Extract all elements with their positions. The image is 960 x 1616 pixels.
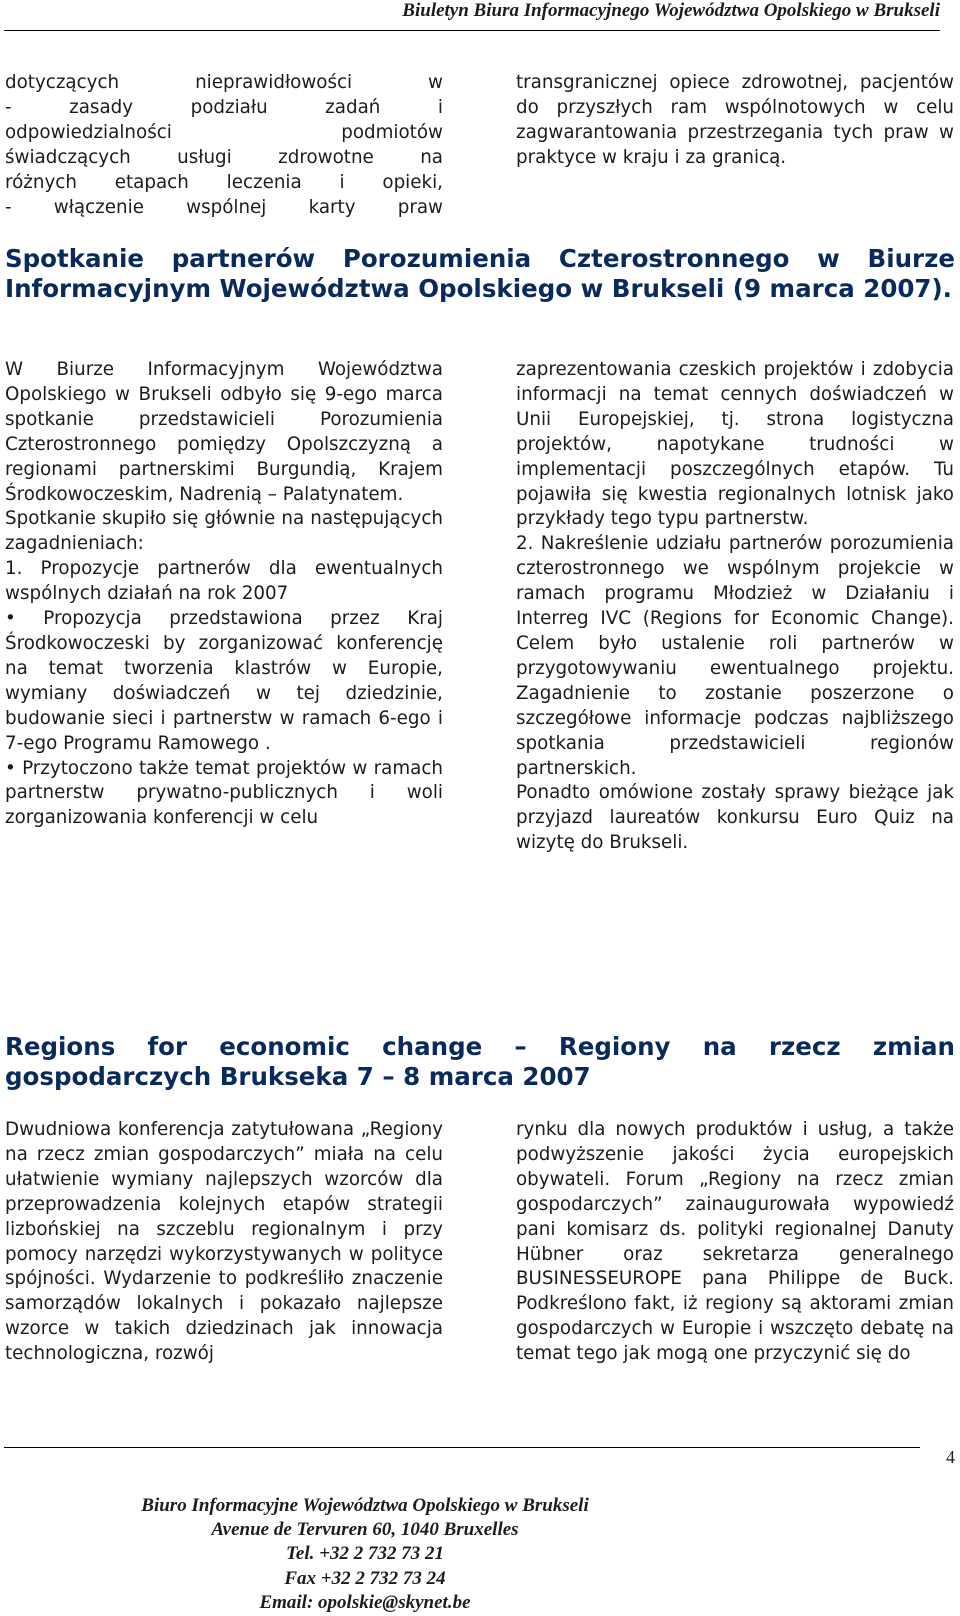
- paragraph: Spotkanie skupiło się głównie na następujących zagadnieniach:: [5, 508, 443, 555]
- paragraph: Dwudniowa konferencja zatytułowana „Regiony na rzecz zmian gospodarczych” miała na celu ułatwienie wymiany najlepszych wzorców dla przeprowadzenia kolejnych etapów strategii lizbońskiej na szczeblu regionalnym i przy pomocy narzędzi wykorzystywanych w polityce spójności. Wydarzenie to podkreśliło znaczenie samorządów lokalnych i pokazało najlepsze wzorce w takich dziedzinach jak innowacja technologiczna, rozwój: [5, 1119, 443, 1365]
- text-line: świadczących usługi zdrowotne na: [5, 146, 443, 168]
- text-line: - zasady podziału zadań i: [5, 96, 443, 118]
- paragraph: 2. Nakreślenie udziału partnerów porozumienia czterostronnego we wspólnym projekcie w ramach programu Młodzież w Działaniu i Interreg IVC (Regions for Economic Change). Celem było ustalenie roli partnerów w przygotowywaniu ewentualnego projektu. Zagadnienie to zostanie poszerzone o szczegółowe informacje podczas najbliższego spotkania przedstawicieli regionów partnerskich.: [516, 533, 954, 779]
- intro-right-column: [516, 71, 954, 171]
- page-footer: [0, 1494, 960, 1615]
- meeting-right-column: [516, 358, 954, 856]
- footer-org: Biuro Informacyjne Województwa Opolskiego w Brukseli: [141, 1495, 589, 1516]
- footer-address: Avenue de Tervuren 60, 1040 Bruxelles: [211, 1519, 519, 1541]
- paragraph: W Biurze Informacyjnym Województwa Opolskiego w Brukseli odbyło się 9-ego marca spotkanie przedstawicieli Porozumienia Czterostronnego pomiędzy Opolszczyzną a regionami partnerskimi Burgundią, Krajem Środkowoczeskim, Nadrenią – Palatynatem.: [5, 359, 443, 505]
- section-heading-meeting: Spotkanie partnerów Porozumienia Czterostronnego w Biurze Informacyjnym Województwa Opolskiego w Brukseli (9 marca 2007).: [5, 244, 955, 303]
- footer-phone: Tel. +32 2 732 73 21: [286, 1543, 444, 1565]
- bullet-item: • Przytoczono także temat projektów w ramach partnerstw prywatno-publicznych i woli zorganizowania konferencji w celu: [5, 757, 443, 829]
- bullet-item: • Propozycja przedstawiona przez Kraj Środkowoczeski by zorganizować konferencję na temat tworzenia klastrów w Europie, wymiany doświadczeń w tej dziedzinie, budowanie sieci i partnerstw w ramach 6-ego i 7-ego Programu Ramowego .: [5, 608, 443, 754]
- text-line: odpowiedzialności podmiotów: [5, 121, 443, 143]
- meeting-left-column: [5, 358, 443, 831]
- text-line: dotyczących nieprawidłowości w: [5, 72, 443, 93]
- paragraph: Ponadto omówione zostały sprawy bieżące jak przyjazd laureatów konkursu Euro Quiz na wizytę do Brukseli.: [516, 782, 954, 854]
- intro-left-column: [5, 71, 443, 220]
- conference-right-column: [516, 1118, 954, 1367]
- paragraph: transgranicznej opiece zdrowotnej, pacjentów do przyszłych ram wspólnotowych w celu zagwarantowania przestrzegania tych praw w praktyce w kraju i za granicą.: [516, 72, 954, 168]
- text-line: różnych etapach leczenia i opieki,: [5, 171, 443, 193]
- page-header: Biuletyn Biura Informacyjnego Województwa Opolskiego w Brukseli: [402, 0, 940, 21]
- paragraph: zaprezentowania czeskich projektów i zdobycia informacji na temat cennych doświadczeń w Unii Europejskiej, tj. strona logistyczna projektów, napotykane trudności w implementacji poszczególnych etapów. Tu pojawiła się kwestia regionalnych lotnisk jako przykłady tego typu partnerstw.: [516, 359, 954, 530]
- footer-divider: [4, 1447, 920, 1448]
- section-heading-conference: Regions for economic change – Regiony na rzecz zmian gospodarczych Brukseka 7 – 8 marca 2007: [5, 1032, 955, 1091]
- paragraph: 1. Propozycje partnerów dla ewentualnych wspólnych działań na rok 2007: [5, 558, 443, 605]
- text-line: - włączenie wspólnej karty praw: [5, 196, 443, 218]
- footer-fax: Fax +32 2 732 73 24: [284, 1567, 446, 1589]
- footer-email[interactable]: Email: opolskie@skynet.be: [259, 1591, 471, 1613]
- conference-left-column: [5, 1118, 443, 1367]
- header-divider: [4, 30, 940, 31]
- page-number: 4: [946, 1447, 955, 1467]
- paragraph: rynku dla nowych produktów i usług, a także podwyższenie jakości życia europejskich obywateli. Forum „Regiony na rzecz zmian gospodarczych” zainaugurowała wypowiedź pani komisarz ds. polityki regionalnej Danuty Hübner oraz sekretarza generalnego BUSINESSEUROPE pana Philippe de Buck. Podkreślono fakt, iż regiony są aktorami zmian gospodarczych w Europie i wszczęto debatę na temat tego jak mogą one przyczynić się do: [516, 1119, 954, 1365]
